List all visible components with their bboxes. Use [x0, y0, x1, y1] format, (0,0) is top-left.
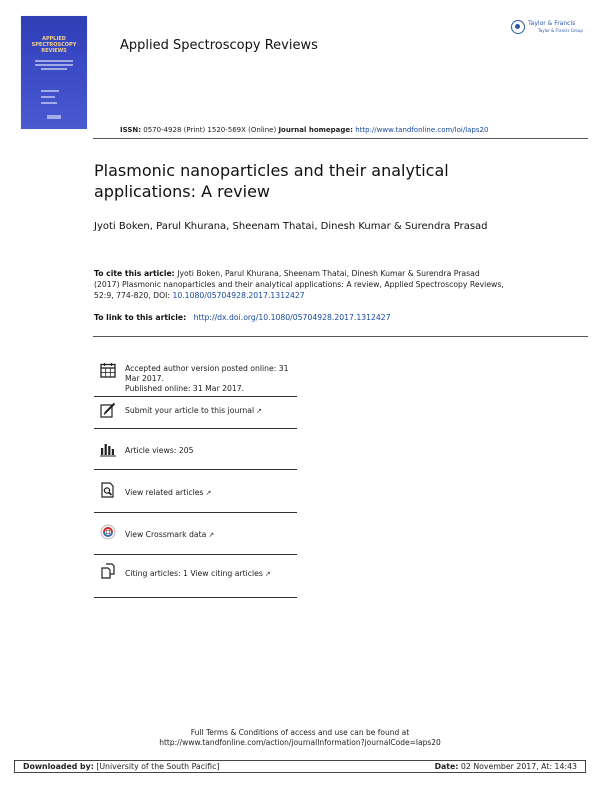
citing-documents-icon: [100, 563, 116, 579]
bar-chart-icon: [100, 441, 116, 457]
downloaded-by: [University of the South Pacific]: [96, 762, 220, 771]
journal-homepage-link[interactable]: http://www.tandfonline.com/loi/laps20: [355, 126, 489, 134]
article-title: Plasmonic nanoparticles and their analytical applications: A review: [94, 161, 449, 201]
article-authors: Jyoti Boken, Parul Khurana, Sheenam Thatai, Dinesh Kumar & Surendra Prasad: [94, 221, 488, 232]
terms-url[interactable]: http://www.tandfonline.com/action/journalInformation?journalCode=laps20: [159, 738, 441, 747]
external-link-icon: ↗: [208, 531, 215, 539]
article-link-line: To link to this article: http://dx.doi.org/10.1080/05704928.2017.1312427: [94, 313, 391, 322]
crossmark-icon: [100, 524, 116, 540]
citation-doi-link[interactable]: 10.1080/05704928.2017.1312427: [172, 291, 305, 300]
issn-line: ISSN: 0570-4928 (Print) 1520-569X (Online) Journal homepage: http://www.tandfonline.com/loi/laps20: [120, 126, 489, 134]
external-link-icon: ↗: [256, 407, 262, 415]
journal-cover-image: [21, 16, 87, 129]
citation: To cite this article: Jyoti Boken, Parul Khurana, Sheenam Thatai, Dinesh Kumar & Surendra Prasad (2017) Plasmonic nanoparticles and their analytical applications: A review, Applied Spectroscopy Reviews, 52:9, 774-820, DOI: 10.1080/05704928.2017.1312427: [94, 269, 504, 300]
external-link-icon: ↗: [205, 489, 212, 497]
article-views: Article views: 205: [100, 441, 296, 457]
pencil-icon: [100, 402, 116, 418]
article-doi-link[interactable]: http://dx.doi.org/10.1080/05704928.2017.1312427: [193, 313, 391, 322]
external-link-icon: ↗: [264, 570, 271, 578]
related-articles-link[interactable]: View related articles ↗: [100, 482, 296, 500]
cover-title: APPLIED SPECTROSCOPY REVIEWS: [31, 36, 77, 54]
published-date: Published online: 31 Mar 2017.: [125, 384, 245, 393]
search-document-icon: [100, 482, 116, 498]
accepted-date: Accepted author version posted online: 31: [125, 364, 289, 373]
terms-text: Full Terms & Conditions of access and use can be found at: [190, 728, 410, 737]
publisher-logo: Taylor & Francis Taylor & Francis Group: [511, 18, 585, 40]
submit-article-link[interactable]: Submit your article to this journal ↗: [100, 402, 296, 418]
crossmark-link[interactable]: View Crossmark data ↗: [100, 524, 296, 542]
header-divider: [93, 138, 588, 139]
journal-name: Applied Spectroscopy Reviews: [120, 38, 318, 53]
article-divider: [93, 336, 588, 337]
citing-articles-link[interactable]: Citing articles: 1 View citing articles ↗: [100, 563, 296, 581]
publication-dates: Accepted author version posted online: 31 Mar 2017. Published online: 31 Mar 2017.: [100, 362, 296, 394]
download-info-bar: Downloaded by: [University of the South Pacific] Date: 02 November 2017, At: 14:43: [14, 760, 586, 773]
publisher-logo-icon: [511, 20, 525, 34]
calendar-icon: [100, 362, 116, 378]
download-date: 02 November 2017, At: 14:43: [460, 762, 577, 771]
